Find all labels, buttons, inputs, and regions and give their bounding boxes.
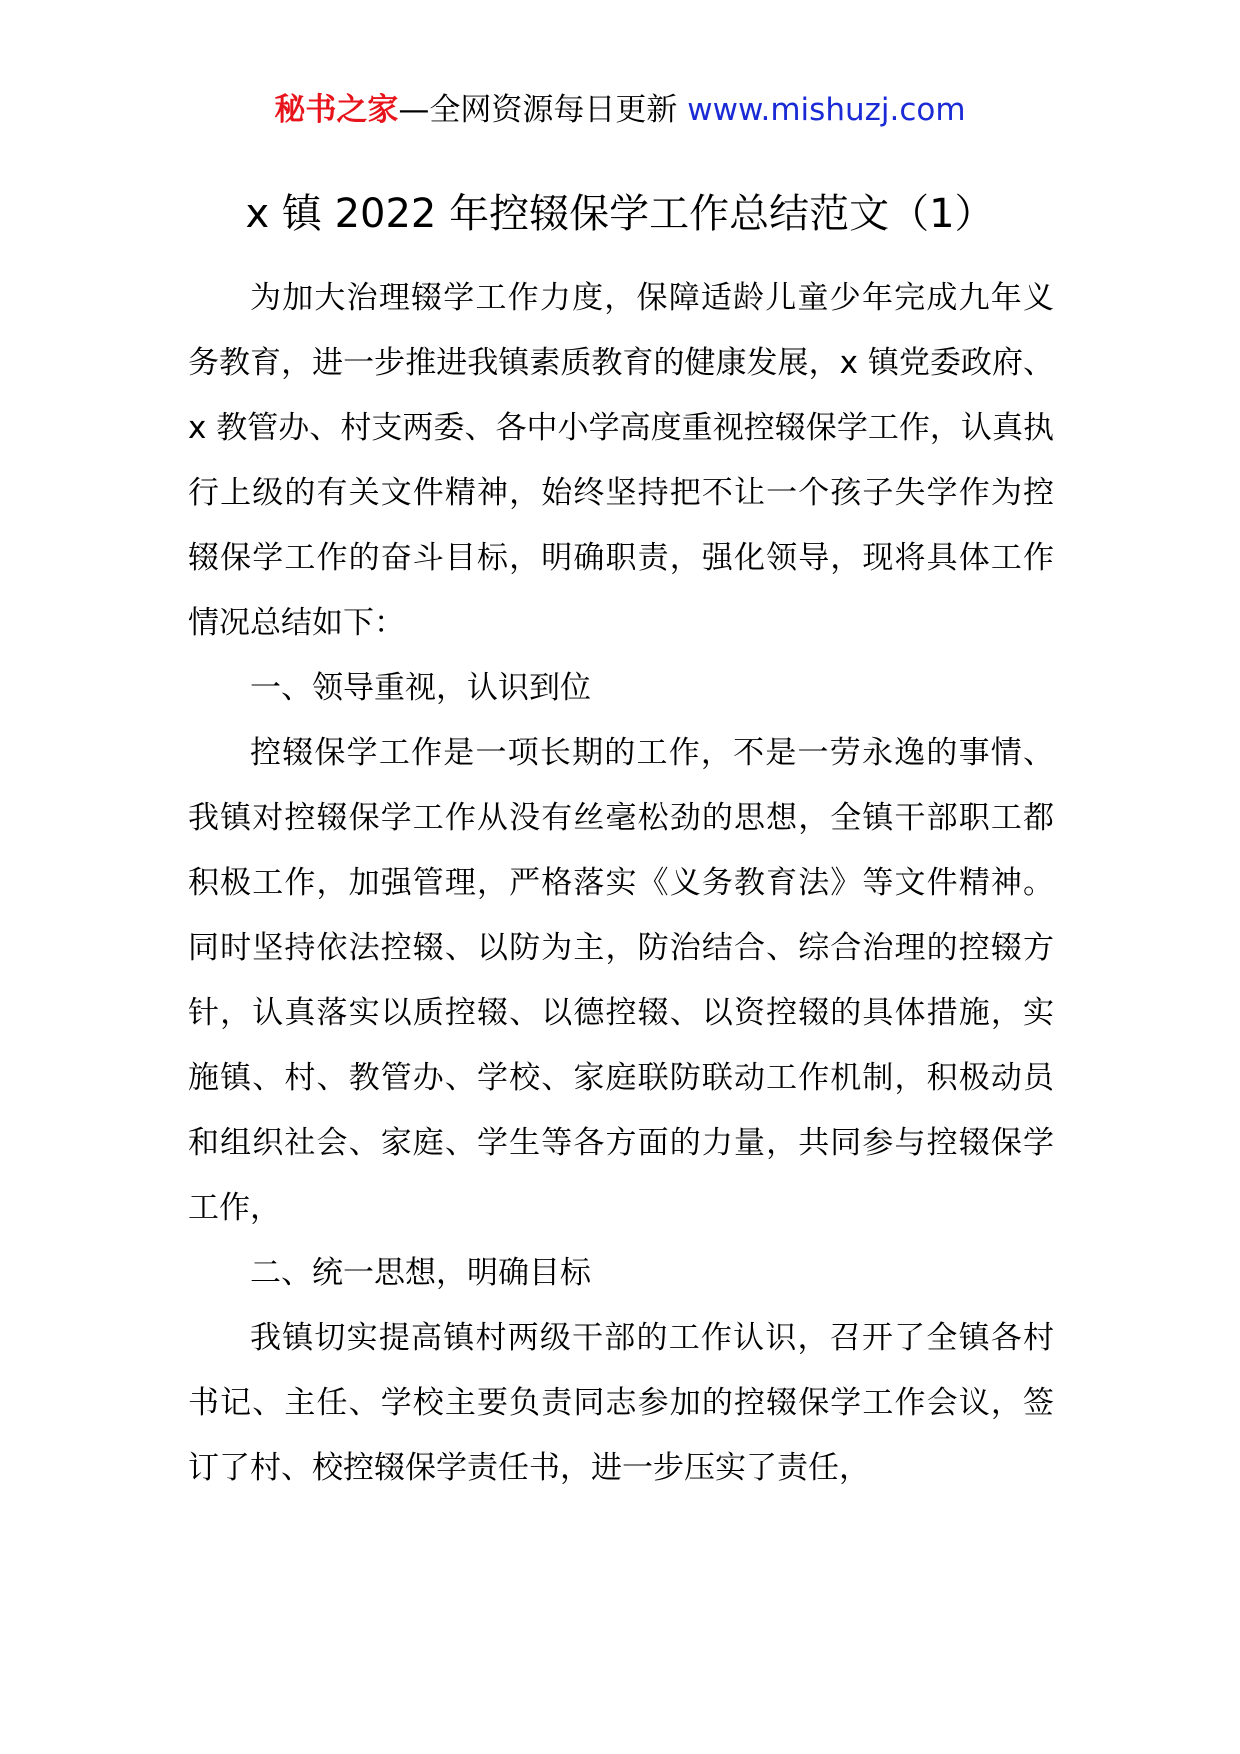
section-heading-1: 一、领导重视，认识到位 (250, 670, 591, 706)
site-url[interactable]: www.mishuzj.com (687, 92, 966, 128)
site-tagline: —全网资源每日更新 (398, 92, 688, 128)
document-title: x 镇 2022 年控辍保学工作总结范文（1） (245, 191, 995, 237)
site-header (0, 86, 1240, 134)
document-body (188, 266, 1054, 1501)
section-2-paragraph: 我镇切实提高镇村两级干部的工作认识，召开了全镇各村书记、主任、学校主要负责同志参加的控辍保学工作会议，签订了村、校控辍保学责任书，进一步压实了责任， (188, 1320, 1054, 1486)
section-1-paragraph: 控辍保学工作是一项长期的工作，不是一劳永逸的事情、我镇对控辍保学工作从没有丝毫松劲的思想，全镇干部职工都积极工作，加强管理，严格落实《义务教育法》等文件精神。同时坚持依法控辍、以防为主，防治结合、综合治理的控辍方针，认真落实以质控辍、以德控辍、以资控辍的具体措施，实施镇、村、教管办、学校、家庭联防联动工作机制，积极动员和组织社会、家庭、学生等各方面的力量，共同参与控辍保学工作， (188, 735, 1054, 1226)
section-heading-2: 二、统一思想，明确目标 (250, 1255, 591, 1291)
brand-name: 秘书之家 (274, 92, 399, 128)
intro-paragraph: 为加大治理辍学工作力度，保障适龄儿童少年完成九年义务教育，进一步推进我镇素质教育的健康发展，x 镇党委政府、x 教管办、村支两委、各中小学高度重视控辍保学工作，认真执行上级的有关文件精神，始终坚持把不让一个孩子失学作为控辍保学工作的奋斗目标，明确职责，强化领导，现将具体工作情况总结如下： (188, 280, 1054, 641)
